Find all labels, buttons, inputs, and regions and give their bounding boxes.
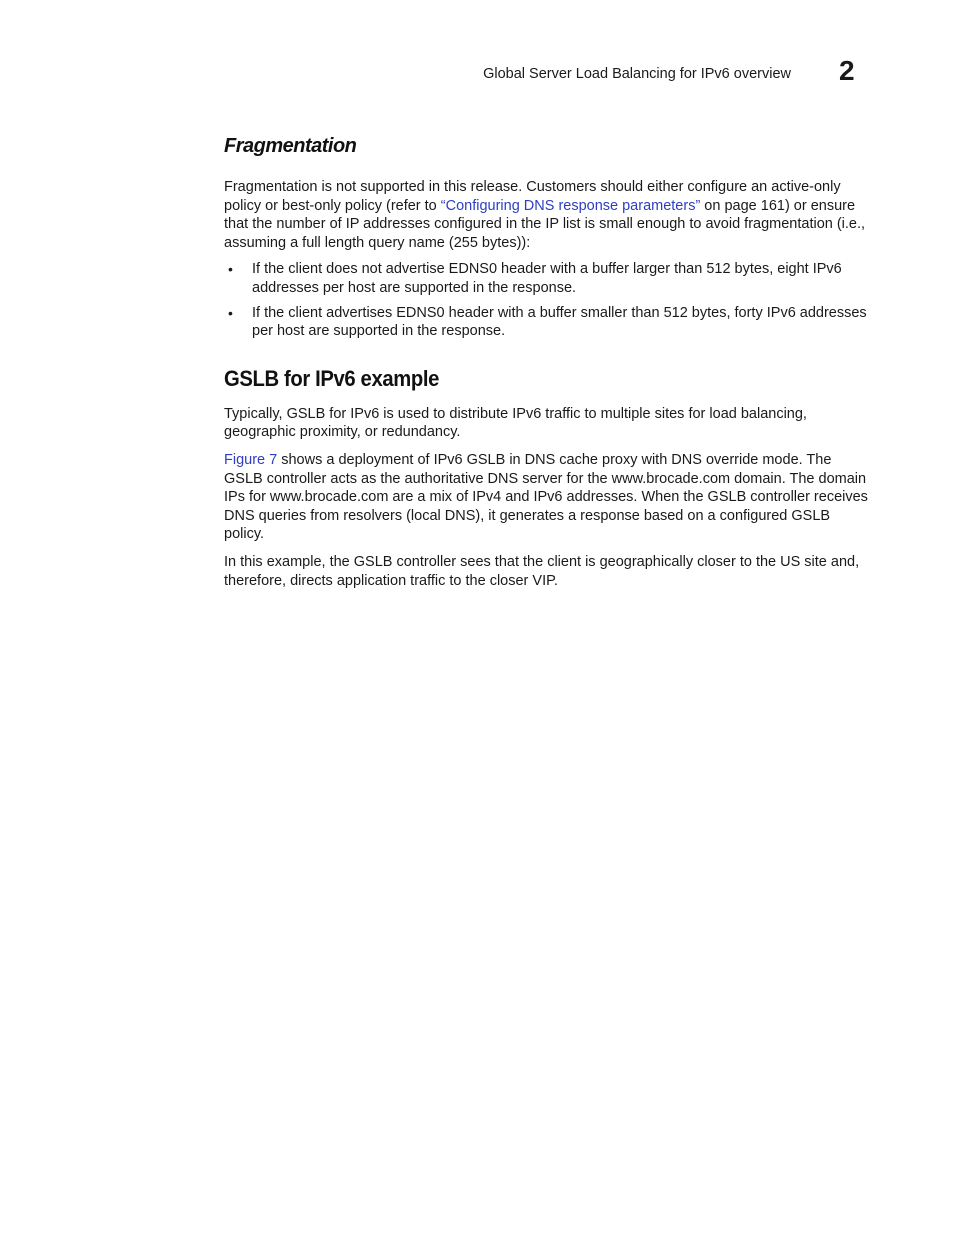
configuring-dns-response-link[interactable]: “Configuring DNS response parameters” <box>440 197 701 214</box>
fragmentation-heading: Fragmentation <box>224 135 357 157</box>
bullet-text: If the client does not advertise EDNS0 header with a buffer larger than 512 bytes, eight IPv6 addresses per host are supported in the response. <box>252 261 842 296</box>
fragmentation-intro-text-1: Fragmentation is not supported in this release. Customers should either configure an active-only policy or best-only policy (refer to <box>224 179 841 214</box>
figure-7-link[interactable]: Figure 7 <box>224 451 278 468</box>
example-paragraph-2-text: shows a deployment of IPv6 GSLB in DNS cache proxy with DNS override mode. The GSLB controller acts as the authoritative DNS server for the www.brocade.com domain. The domain IPs for www.brocade.com are a mix of IPv4 and IPv6 addresses. When the GSLB controller receives DNS queries from resolvers (local DNS), it generates a response based on a configured GSLB policy. <box>224 451 868 543</box>
example-paragraph-2 <box>224 451 870 544</box>
running-header-title: Global Server Load Balancing for IPv6 overview <box>483 66 791 82</box>
page-content <box>224 133 870 590</box>
list-item <box>224 304 870 341</box>
fragmentation-bullet-list <box>224 260 870 340</box>
bullet-icon: • <box>228 304 233 321</box>
example-paragraph-1: Typically, GSLB for IPv6 is used to distribute IPv6 traffic to multiple sites for load balancing, geographic proximity, or redundancy. <box>224 405 807 441</box>
bullet-icon: • <box>228 261 233 278</box>
fragmentation-intro <box>224 178 870 252</box>
page-header <box>0 56 954 90</box>
list-item <box>224 260 870 297</box>
chapter-number: 2 <box>839 55 855 86</box>
bullet-text: If the client advertises EDNS0 header with a buffer smaller than 512 bytes, forty IPv6 addresses per host are supported in the response. <box>252 304 867 340</box>
fragmentation-intro-text-2: on page 161) or ensure that the number of IP addresses configured in the IP list is small enough to avoid fragmentation (i.e., assuming a full length query name (255 bytes)): <box>224 197 866 251</box>
gslb-example-heading: GSLB for IPv6 example <box>224 365 439 391</box>
example-paragraph-3: In this example, the GSLB controller sees that the client is geographically closer to the US site and, therefore, directs application traffic to the closer VIP. <box>224 553 860 589</box>
